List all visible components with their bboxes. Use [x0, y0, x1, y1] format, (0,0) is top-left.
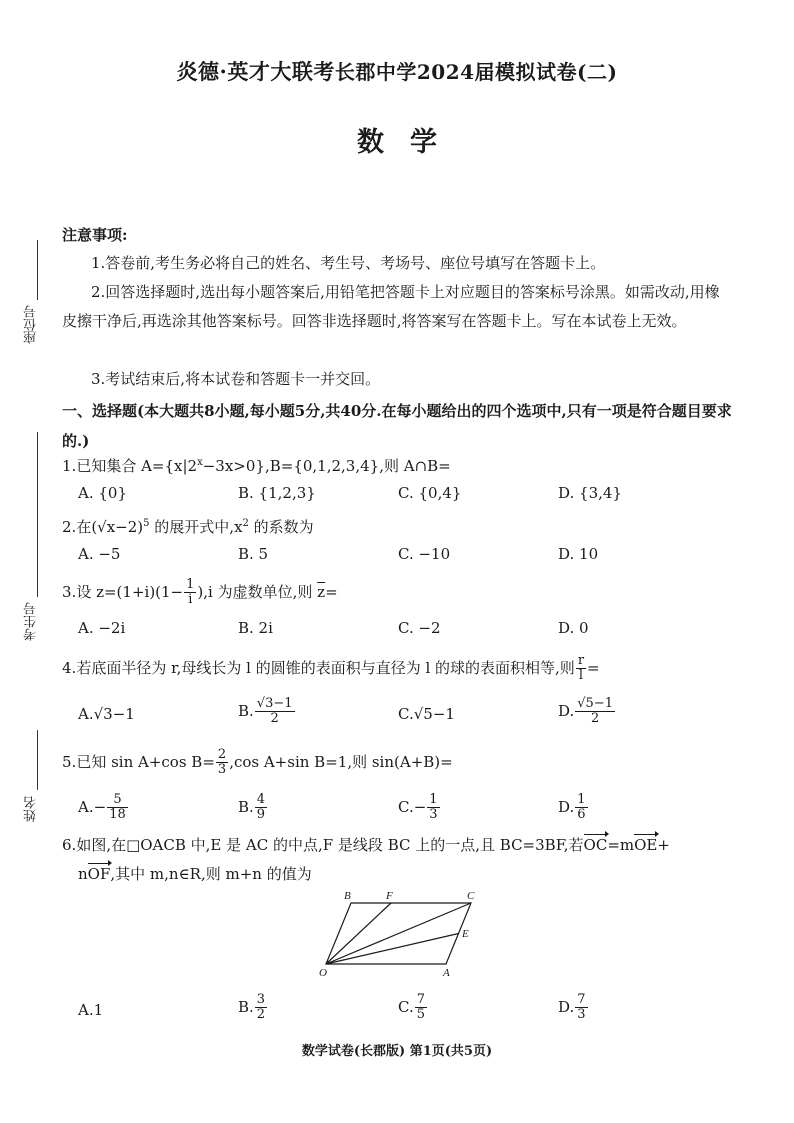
q1-option-b: B. {1,2,3}	[238, 484, 316, 502]
q4-option-c: C.√5−1	[398, 705, 455, 723]
q4-option-b: B. $\frac{√3-1}{2}$	[238, 696, 293, 727]
point-label-b: B	[344, 890, 351, 902]
q6-option-b: B. $\frac{3}{2}$	[238, 992, 266, 1023]
q3-option-a: A. −2i	[78, 619, 126, 637]
seat-line	[37, 240, 38, 300]
exam-brand: 炎德·英才大联考	[176, 59, 335, 84]
point-label-e: E	[462, 928, 469, 940]
q5-option-d: D. $\frac{1}{6}$	[558, 792, 586, 823]
question-1: 1.已知集合 $A=\{x|2^x-3x>0\},B=\{0,1,2,3,4\}$,则 A∩B=	[62, 457, 451, 475]
point-label-c: C	[467, 890, 475, 902]
side-label-name: 姓名	[24, 796, 39, 822]
q6-option-d: D. $\frac{7}{3}$	[558, 992, 586, 1023]
side-label-seat: 座位号	[24, 305, 39, 344]
point-label-f: F	[386, 890, 393, 902]
q1-option-d: D. {3,4}	[558, 484, 622, 502]
page-footer: 数学试卷(长郡版) 第1页(共5页)	[301, 1044, 493, 1059]
point-label-a: A	[443, 967, 450, 978]
q2-option-a: A. −5	[78, 545, 121, 563]
notice-item-1: 1.答卷前,考生务必将自己的姓名、考生号、考场号、座位号填写在答题卡上。	[91, 254, 606, 272]
q2-option-c: C. −10	[398, 545, 451, 563]
exam-title	[0, 56, 794, 86]
q3-option-d: D. 0	[558, 619, 589, 637]
question-6-line-2: nOF,其中 m,n∈R,则 m+n 的值为	[78, 865, 312, 883]
q6-option-a: A.1	[78, 1001, 104, 1019]
q5-option-c: C.− $\frac{1}{3}$	[398, 792, 438, 823]
question-2: 2.在$(√x-2)^5$ 的展开式中$,x^2$ 的系数为	[62, 518, 314, 536]
q5-option-a: A.− $\frac{5}{18}$	[78, 792, 126, 823]
exam-title-text: 长郡中学2024届模拟试卷(二)	[334, 60, 618, 84]
notice-heading: 注意事项:	[62, 226, 128, 244]
segment-of	[326, 903, 391, 964]
q2-option-d: D. 10	[558, 545, 599, 563]
question-4: 4.若底面半径为 r,母线长为 l 的圆锥的表面积与直径为 l 的球的表面积相等,则 $\frac{r}{l}$ =	[62, 653, 600, 684]
q1-option-c: C. {0,4}	[398, 484, 462, 502]
q6-option-c: C. $\frac{7}{5}$	[398, 992, 425, 1023]
q1-option-a: A. {0}	[78, 484, 127, 502]
q4-option-a: A.√3−1	[78, 705, 135, 723]
question-6-line-1: 6.如图,在□OACB 中,E 是 AC 的中点,F 是线段 BC 上的一点,且 BC=3BF,若OC=mOE+	[62, 836, 670, 854]
section-heading: 一、选择题(本大题共8小题,每小题5分,共40分.在每小题给出的四个选项中,只有一项是符合题目要求的.)	[62, 402, 732, 450]
parallelogram-figure	[316, 888, 486, 978]
question-3: 3.设 z=(1+i)(1− $\frac{1}{i}$ ),i 为虚数单位,则 $\overline{z}=$	[62, 577, 338, 608]
q3-option-c: C. −2	[398, 619, 441, 637]
notice-item-3: 3.考试结束后,将本试卷和答题卡一并交回。	[91, 370, 381, 388]
point-label-o: O	[319, 967, 327, 978]
q5-option-b: B. $\frac{4}{9}$	[238, 792, 266, 823]
side-label-exam-number: 考生号	[24, 602, 39, 641]
subject-title: 数学	[357, 127, 463, 158]
q3-option-b: B. 2i	[238, 619, 273, 637]
segment-oe	[326, 934, 459, 965]
exam-number-line	[37, 432, 38, 597]
q4-option-d: D. $\frac{√5-1}{2}$	[558, 696, 613, 727]
question-5: 5.已知 sin A+cos B= $\frac{2}{3}$ ,cos A+sin B=1,则 sin(A+B)=	[62, 747, 453, 778]
notice-item-2: 2.回答选择题时,选出每小题答案后,用铅笔把答题卡上对应题目的答案标号涂黑。如需改动,用橡皮擦干净后,再选涂其他答案标号。回答非选择题时,将答案写在答题卡上。写在本试卷上无效。	[62, 283, 720, 330]
q2-option-b: B. 5	[238, 545, 269, 563]
name-line	[37, 730, 38, 790]
